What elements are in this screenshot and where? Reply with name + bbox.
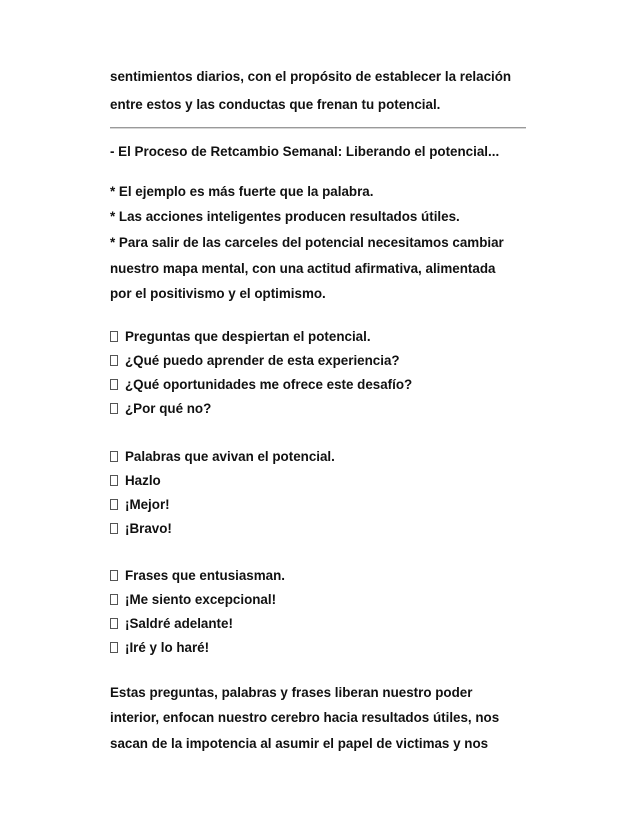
question-text: ¿Por qué no? xyxy=(125,401,212,416)
bullet-box-icon xyxy=(110,403,118,414)
bullet-box-icon xyxy=(110,499,118,510)
bullet-box-icon xyxy=(110,379,118,390)
closing-line-3: sacan de la impotencia al asumir el papel de victimas y nos xyxy=(110,736,489,751)
phrase-text: ¡Iré y lo haré! xyxy=(125,640,210,655)
bullet-box-icon xyxy=(110,451,118,462)
word-text: ¡Mejor! xyxy=(125,497,170,512)
phrase-item xyxy=(110,592,276,608)
question-text: ¿Qué oportunidades me ofrece este desafío? xyxy=(125,377,413,392)
bullet-box-icon xyxy=(110,642,118,653)
question-item xyxy=(110,353,400,369)
question-item xyxy=(110,401,211,417)
phrase-text: ¡Me siento excepcional! xyxy=(125,592,277,607)
principle-line-1: * El ejemplo es más fuerte que la palabra. xyxy=(110,184,374,199)
question-item xyxy=(110,329,371,345)
question-text: ¿Qué puedo aprender de esta experiencia? xyxy=(125,353,400,368)
word-text: Hazlo xyxy=(125,473,161,488)
bullet-box-icon xyxy=(110,331,118,342)
phrase-text: ¡Saldré adelante! xyxy=(125,616,233,631)
bullet-box-icon xyxy=(110,594,118,605)
bullet-box-icon xyxy=(110,570,118,581)
phrase-text: Frases que entusiasman. xyxy=(125,568,286,583)
closing-line-1: Estas preguntas, palabras y frases liberan nuestro poder xyxy=(110,685,473,700)
bullet-box-icon xyxy=(110,618,118,629)
word-item xyxy=(110,473,161,489)
word-text: ¡Bravo! xyxy=(125,521,172,536)
word-item xyxy=(110,497,170,513)
horizontal-divider xyxy=(110,127,526,129)
phrase-item xyxy=(110,616,233,632)
principle-line-2: * Las acciones inteligentes producen resultados útiles. xyxy=(110,209,460,224)
principle-line-3: * Para salir de las carceles del potencial necesitamos cambiar xyxy=(110,235,504,250)
closing-line-2: interior, enfocan nuestro cerebro hacia resultados útiles, nos xyxy=(110,710,500,725)
phrase-item xyxy=(110,640,209,656)
intro-line-1: sentimientos diarios, con el propósito de establecer la relación xyxy=(110,69,512,84)
bullet-box-icon xyxy=(110,355,118,366)
word-item xyxy=(110,521,172,537)
word-text: Palabras que avivan el potencial. xyxy=(125,449,335,464)
principle-line-4: nuestro mapa mental, con una actitud afirmativa, alimentada xyxy=(110,261,496,276)
phrase-item xyxy=(110,568,285,584)
intro-line-2: entre estos y las conductas que frenan tu potencial. xyxy=(110,97,441,112)
question-text: Preguntas que despiertan el potencial. xyxy=(125,329,371,344)
question-item xyxy=(110,377,412,393)
principle-line-5: por el positivismo y el optimismo. xyxy=(110,286,326,301)
bullet-box-icon xyxy=(110,475,118,486)
bullet-box-icon xyxy=(110,523,118,534)
section-title: - El Proceso de Retcambio Semanal: Liberando el potencial... xyxy=(110,144,500,159)
word-item xyxy=(110,449,335,465)
